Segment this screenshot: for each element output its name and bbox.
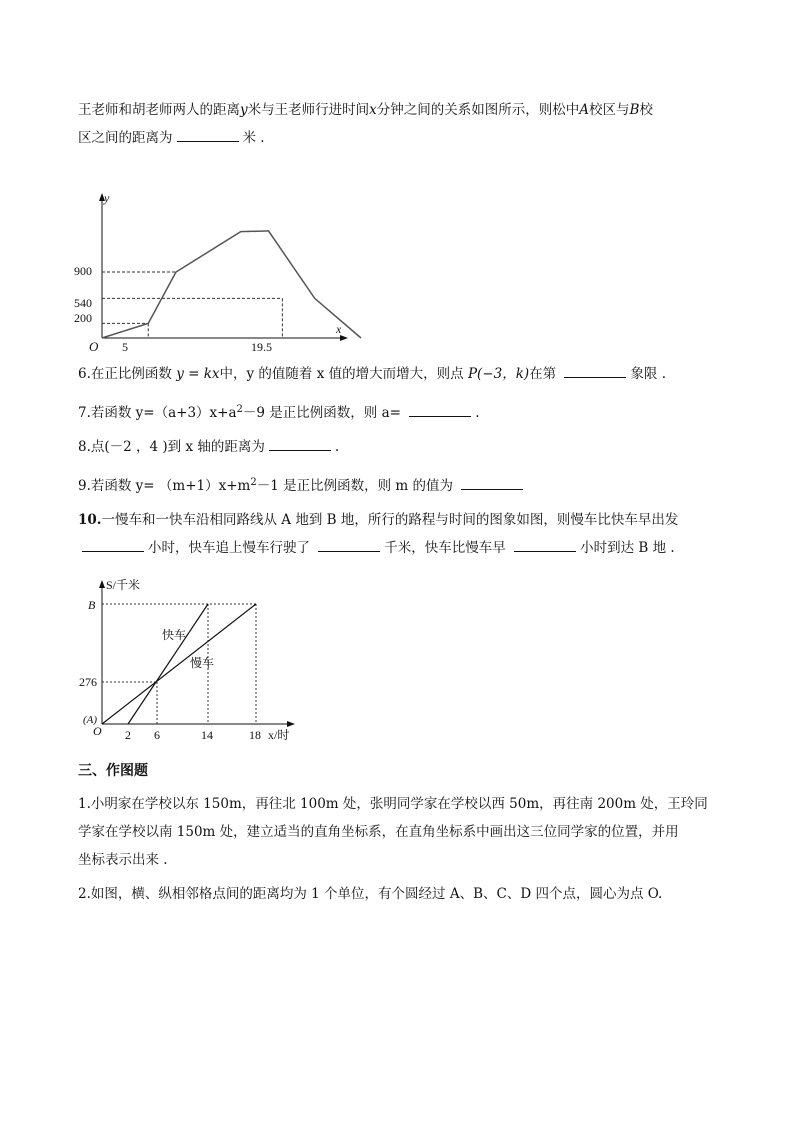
answer-blank[interactable] — [177, 127, 239, 142]
question-7: 7.若函数 $y=(a+3)x+a^2-9$ 是正比例函数，则 a= . — [78, 404, 480, 421]
question-6: 6.在正比例函数 y = kx中，y 的值随着 x 值的增大而增大，则点 P(−3，k)在第 象限 . — [78, 360, 718, 388]
answer-blank[interactable] — [564, 363, 626, 378]
section-heading: 三、作图题 — [78, 763, 148, 779]
problem-1: 1.小明家在学校以东 150m，再往北 100m 处，张明同学家在学校以西 50m，再往南 200m 处，王玲同 学家在学校以南 150m 处，建立适当的直角坐标系，在直角坐标系中画出这三位同学家的位置，并用 坐标表示出来 . — [78, 796, 708, 868]
chart1-axes — [102, 196, 345, 338]
slow-car-line — [102, 604, 256, 724]
label-276: 276 — [79, 675, 97, 689]
chart2-axes — [102, 584, 292, 724]
ytick-900: 900 — [74, 264, 92, 278]
origin-label: O — [89, 339, 99, 354]
chart1-guides — [102, 272, 282, 338]
xtick-6: 6 — [154, 728, 160, 742]
fast-car-label: 快车 — [162, 628, 187, 642]
distance-time-chart — [74, 188, 360, 358]
origin-label: O — [93, 724, 102, 738]
formula: y = kx — [176, 366, 220, 382]
slow-car-label: 慢车 — [190, 656, 215, 670]
point-p: P(−3，k) — [467, 366, 530, 382]
q-intro: 王老师和胡老师两人的距离y米与王老师行进时间x分钟之间的关系如图所示，则松中A校区与B校 区之间的距离为 米 . — [78, 102, 653, 146]
x-axis-label: x/时 — [268, 728, 290, 742]
question-8: 8.点(－2 ，4 )到 x 轴的距离为 . — [78, 433, 718, 461]
answer-blank[interactable] — [318, 537, 380, 552]
x-axis-label: x — [336, 322, 342, 336]
y-axis-arrow — [99, 580, 105, 588]
xtick-2: 2 — [125, 728, 131, 742]
y-axis-label: S/千米 — [106, 578, 141, 592]
problem-2: 2.如图，横、纵相邻格点间的距离均为 1 个单位，有个圆经过 A、B、C、D 四个点，圆心为点 O. — [78, 886, 663, 902]
x-axis-arrow — [287, 721, 295, 727]
car-distance-chart — [80, 572, 310, 747]
y-axis-label: y — [104, 191, 110, 205]
xtick-18: 18 — [249, 728, 261, 742]
distance-line — [102, 231, 361, 338]
answer-blank[interactable] — [409, 402, 471, 417]
xtick-19-5: 19.5 — [251, 340, 272, 354]
question-9: 9.若函数 $y= (m+1)x+m^2-1$ 是正比例函数，则 m 的值为 — [78, 469, 718, 500]
answer-blank[interactable] — [461, 475, 523, 490]
label-b: B — [88, 598, 96, 612]
ytick-540: 540 — [74, 296, 92, 310]
answer-blank[interactable] — [269, 436, 331, 451]
answer-blank[interactable] — [82, 537, 144, 552]
xtick-14: 14 — [201, 728, 213, 742]
label-a: (A) — [83, 714, 98, 726]
xtick-5: 5 — [122, 340, 128, 354]
question-10: 10.一慢车和一快车沿相同路线从 A 地到 B 地，所行的路程与时间的图象如图，则慢车比快车早出发 小时，快车追上慢车行驶了 千米，快车比慢车早 小时到达 B 地 . — [78, 512, 679, 556]
answer-blank[interactable] — [514, 537, 576, 552]
ytick-200: 200 — [74, 311, 92, 325]
